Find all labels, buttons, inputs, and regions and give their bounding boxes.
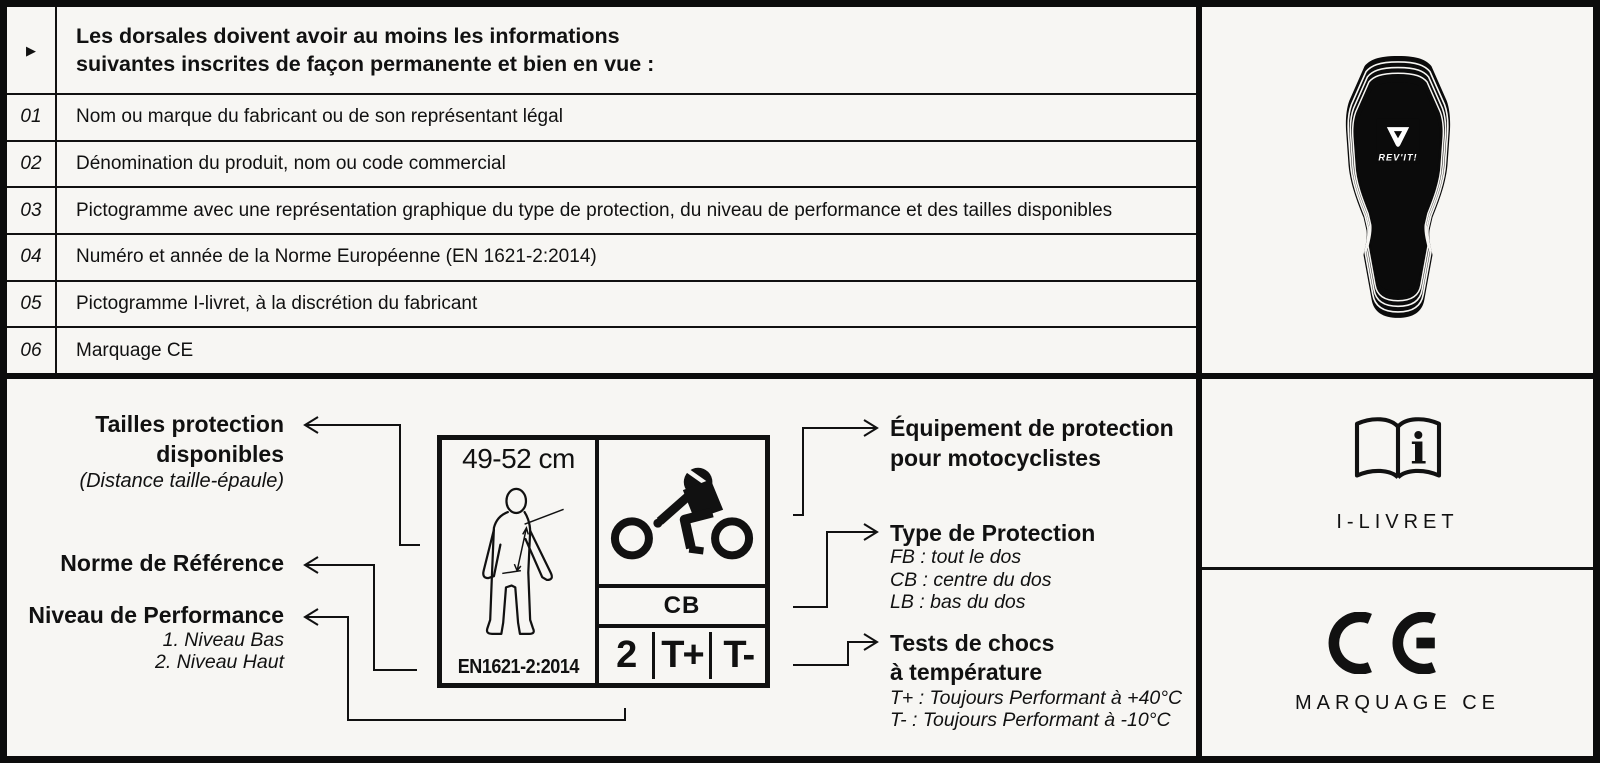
- motorcyclist-icon: [606, 456, 758, 568]
- label-sizes-note: (Distance taille-épaule): [79, 470, 284, 492]
- table-row: [7, 142, 1196, 189]
- header-line-2: suivantes inscrites de façon permanente et bien en vue :: [76, 52, 655, 76]
- ilivret-book-icon: [1346, 413, 1450, 495]
- header-line-1: Les dorsales doivent avoir au moins les informations: [76, 24, 620, 48]
- table-row: [7, 95, 1196, 142]
- arrow-tests: [793, 642, 875, 665]
- protection-type-code: CB: [663, 592, 701, 619]
- arrow-type: [793, 532, 875, 607]
- ce-panel: [1202, 570, 1593, 756]
- level-temperature-cell: [599, 628, 765, 683]
- row-text: Pictogramme avec une représentation graphique du type de protection, du niveau de performance et des tailles disponibles: [76, 199, 1113, 221]
- temp-high-code: T+: [661, 634, 703, 676]
- ilivret-panel: [1202, 379, 1593, 567]
- product-label-pictogram: [437, 435, 770, 688]
- left-column: [7, 7, 1196, 756]
- arrow-equipment: [793, 428, 875, 515]
- ce-mark-icon: [1325, 612, 1471, 674]
- ce-label: MARQUAGE CE: [1294, 691, 1501, 714]
- performance-level: 2: [616, 634, 636, 676]
- table-row: [7, 235, 1196, 282]
- row-number: 02: [20, 153, 42, 174]
- row-number: 05: [20, 293, 42, 315]
- table-row: [7, 188, 1196, 235]
- arrow-norm: [307, 565, 417, 670]
- norm-code: EN1621-2:2014: [457, 656, 580, 678]
- label-sizes: Tailles protection disponibles (Distance taille-épaule): [7, 409, 284, 493]
- arrow-sizes: [307, 425, 420, 545]
- table-header-row: [7, 7, 1196, 95]
- label-tests: Tests de chocs à température T+ : Toujours Performant à +40°C T- : Toujours Performant à -10°C: [890, 630, 1183, 731]
- row-number: 06: [20, 339, 42, 361]
- label-equipment: Équipement de protection pour motocyclistes: [890, 415, 1174, 471]
- pointer-icon: ▶: [26, 42, 36, 58]
- row-text: Dénomination du produit, nom ou code commercial: [76, 153, 506, 174]
- human-figure-icon: [459, 487, 579, 645]
- table-row: [7, 328, 1196, 373]
- ilivret-label: I-LIVRET: [1336, 510, 1459, 533]
- table-row: [7, 282, 1196, 329]
- row-text: Nom ou marque du fabricant ou de son représentant légal: [76, 106, 563, 128]
- row-text: Marquage CE: [76, 339, 194, 361]
- right-column: [1202, 7, 1593, 756]
- label-performance: Niveau de Performance 1. Niveau Bas 2. Niveau Haut: [28, 602, 284, 673]
- brand-wordmark: REV'IT!: [1377, 152, 1418, 163]
- label-norm: Norme de Référence: [60, 550, 284, 576]
- size-range: 49-52 cm: [462, 443, 575, 474]
- back-protector-image: [1331, 52, 1465, 328]
- requirements-table: [7, 7, 1196, 373]
- back-protector-panel: [1202, 7, 1593, 373]
- pictogram-right-cells: [599, 440, 765, 683]
- table-header-text: [57, 7, 1196, 93]
- label-explanation-diagram: [7, 379, 1196, 756]
- info-glyph: i: [1409, 424, 1427, 475]
- row-number: 03: [20, 199, 42, 221]
- row-number: 04: [20, 246, 42, 268]
- row-text: Pictogramme I-livret, à la discrétion du fabricant: [76, 293, 478, 315]
- temp-low-code: T-: [723, 634, 754, 676]
- header-marker-cell: [7, 7, 57, 93]
- row-text: Numéro et année de la Norme Européenne (EN 1621-2:2014): [76, 246, 597, 268]
- label-type: Type de Protection FB : tout le dos CB : centre du dos LB : bas du dos: [890, 520, 1096, 613]
- size-figure-cell: [442, 440, 599, 683]
- row-number: 01: [20, 106, 42, 128]
